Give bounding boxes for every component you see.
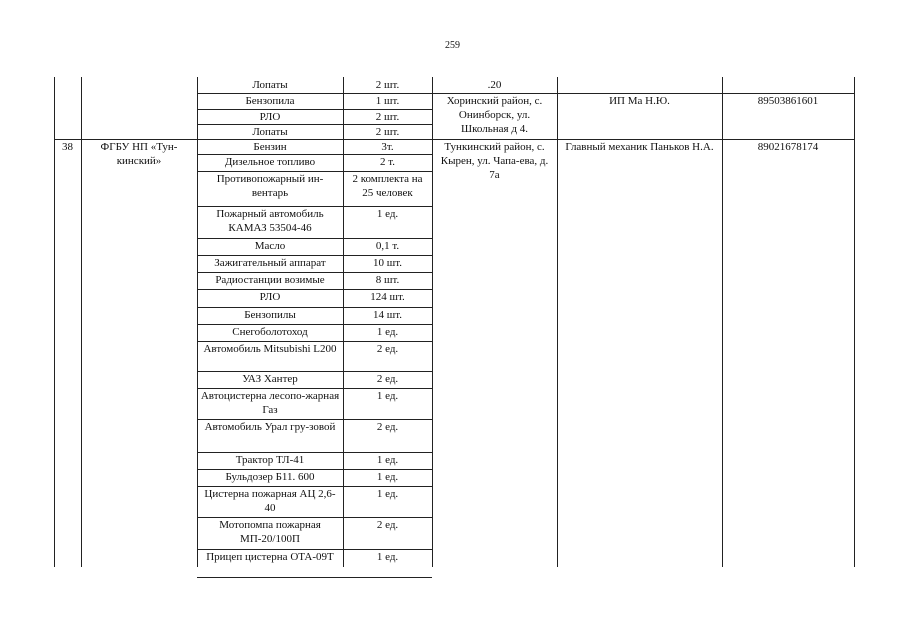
column-border [854,77,855,567]
item-name: Масло [254,240,286,252]
item-name: Бензопилы [244,309,296,321]
item-name: Автомобиль Mitsubishi L200 [203,343,337,355]
item-name: УАЗ Хантер [242,373,298,385]
item-name: РЛО [259,291,281,303]
item-quantity: 2 шт. [375,79,400,91]
item-quantity: 124 шт. [370,291,405,303]
supplier-contact: ИП Ма Н.Ю. [609,95,670,107]
item-name: Автоцистерна лесопо-жарная Газ [200,390,340,416]
page-number: 259 [445,40,460,51]
item-quantity: 2 т. [380,156,395,168]
item-quantity: 1 ед. [376,326,399,338]
item-name: Зажигательный аппарат [214,257,326,269]
item-quantity: 2 ед. [376,519,399,531]
item-quantity: 2 шт. [375,111,400,123]
item-name: Дизельное топливо [224,156,316,168]
row-border [197,124,432,125]
item-name: РЛО [259,111,281,123]
organization-address: Тункинский район, с. Кырен, ул. Чапа-ева, д. 7а [440,141,549,181]
item-quantity: 2 комплекта на 25 человек [352,173,423,199]
supplier-phone: 89503861601 [757,95,819,107]
item-quantity: 8 шт. [375,274,400,286]
contact-phone: 89021678174 [757,141,819,153]
row-border [197,577,432,578]
item-name: Бензопила [245,95,295,107]
item-name: Радиостанции возимые [215,274,325,286]
item-name: Трактор ТЛ-41 [235,454,305,466]
column-border [557,77,558,567]
column-border [722,77,723,567]
item-name: Мотопомпа пожарная МП-20/100П [219,519,321,545]
row-border [197,93,432,94]
item-name: Бензин [253,141,287,153]
item-name: Цистерна пожарная АЦ 2,6-40 [204,488,336,514]
supplier-address: Хоринский район, с. Онинборск, ул. Школьная д 4. [446,95,543,135]
column-border [81,77,82,567]
equipment-table [54,77,854,567]
item-quantity: 1 ед. [376,551,399,563]
item-name: Пожарный автомобиль КАМАЗ 53504-46 [216,208,324,234]
item-name: Противопожарный ин-вентарь [216,173,324,199]
column-border [197,77,198,567]
row-border [197,109,432,110]
item-quantity: 2 ед. [376,343,399,355]
item-quantity: 3т. [381,141,394,153]
item-name: Автомобиль Урал гру-зовой [204,421,336,433]
contact-person: Главный механик Паньков Н.А. [565,141,714,153]
column-border [54,77,55,567]
item-quantity: 0,1 т. [375,240,400,252]
column-border [343,77,344,567]
column-border [432,77,433,567]
item-quantity: 1 ед. [376,471,399,483]
item-quantity: 1 ед. [376,454,399,466]
item-name: Снегоболотоход [232,326,308,338]
item-quantity: 10 шт. [373,257,402,269]
item-quantity: 14 шт. [373,309,402,321]
item-quantity: 2 шт. [375,126,400,138]
organization-name: ФГБУ НП «Тун-кинский» [100,141,178,167]
item-quantity: 1 ед. [376,208,399,220]
item-name: Бульдозер Б11. 600 [225,471,315,483]
item-name: Лопаты [252,126,288,138]
item-quantity: 1 ед. [376,488,399,500]
address-continued: .20 [487,79,502,91]
item-name: Прицеп цистерна ОТА-09Т [206,551,334,563]
entry-number: 38 [62,141,73,153]
item-quantity: 2 ед. [376,373,399,385]
item-quantity: 2 ед. [376,421,399,433]
item-quantity: 1 шт. [375,95,400,107]
item-quantity: 1 ед. [376,390,399,402]
item-name: Лопаты [252,79,288,91]
